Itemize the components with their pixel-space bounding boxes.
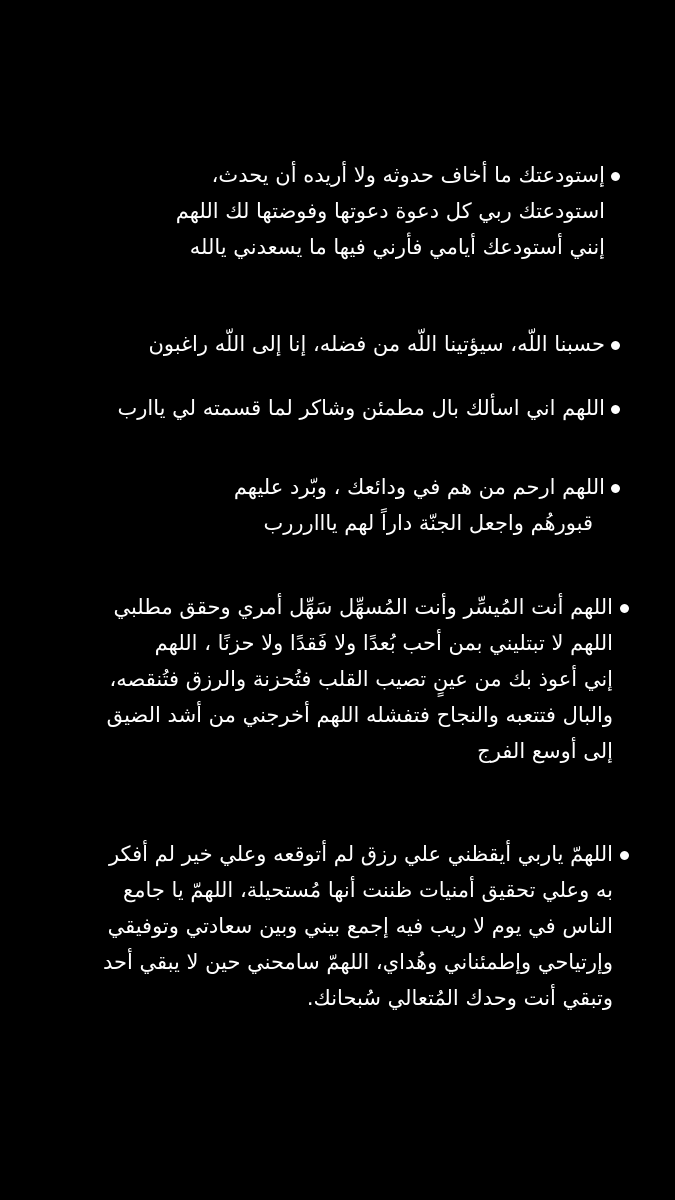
list-item-line: وتبقي أنت وحدك المُتعالي سُبحانك. <box>306 986 613 1010</box>
list-item-line: قبورهُم واجعل الجنّة داراً لهم يااارررب <box>263 511 593 535</box>
list-item-line: اللهم أنت المُيسِّر وأنت المُسهِّل سَهِّل أمري وحقق مطلبي <box>113 595 613 619</box>
list-item-line: اللهم لا تبتليني بمن أحب بُعدًا ولا فَقدًا ولا حزنًا ، اللهم <box>154 631 613 655</box>
list-item <box>234 469 605 541</box>
bullet-dot-icon <box>611 484 620 493</box>
list-item-line: اللهمّ ياربي أيقظني علي رزق لم أتوقعه وعلي خير لم أفكر <box>108 842 613 866</box>
list-item-line: والبال فتتعبه والنجاح فتفشله اللهم أخرجني من أشد الضيق <box>106 703 613 727</box>
list-item-line: إنني أستودعك أيامي فأرني فيها ما يسعدني يالله <box>189 235 605 259</box>
list-item-line: اللهم اني اسألك بال مطمئن وشاكر لما قسمته لي ياارب <box>117 396 605 420</box>
bullet-dot-icon <box>611 341 620 350</box>
list-item <box>176 157 605 265</box>
list-item <box>107 589 613 769</box>
list-item <box>148 326 605 362</box>
list-item-line: وإرتياحي وإطمئناني وهُداي، اللهمّ سامحني حين لا يبقي أحد <box>102 950 613 974</box>
bullet-dot-icon <box>611 405 620 414</box>
bullet-dot-icon <box>620 851 629 860</box>
list-item-line: استودعتك ربي كل دعوة دعوتها وفوضتها لك اللهم <box>175 199 605 223</box>
list-item-line: إلى أوسع الفرج <box>477 739 613 763</box>
bullet-dot-icon <box>620 604 629 613</box>
list-item <box>103 836 613 1016</box>
list-item-line: اللهم ارحم من هم في ودائعك ، وبّرد عليهم <box>233 475 605 499</box>
list-item-line: إستودعتك ما أخاف حدوثه ولا أريده أن يحدث، <box>211 163 605 187</box>
bullet-dot-icon <box>611 172 620 181</box>
list-item <box>117 390 605 426</box>
list-item-line: به وعلي تحقيق أمنيات ظننت أنها مُستحيلة، اللهمّ يا جامع <box>123 878 613 902</box>
list-item-line: الناس في يوم لا ريب فيه إجمع بيني وبين سعادتي وتوفيقي <box>107 914 613 938</box>
list-item-line: إني أعوذ بك من عينٍ تصيب القلب فتُحزنة والرزق فتُنقصه، <box>109 667 613 691</box>
list-item-line: حسبنا اللّه، سيؤتينا اللّه من فضله، إنا إلى اللّه راغبون <box>148 332 605 356</box>
